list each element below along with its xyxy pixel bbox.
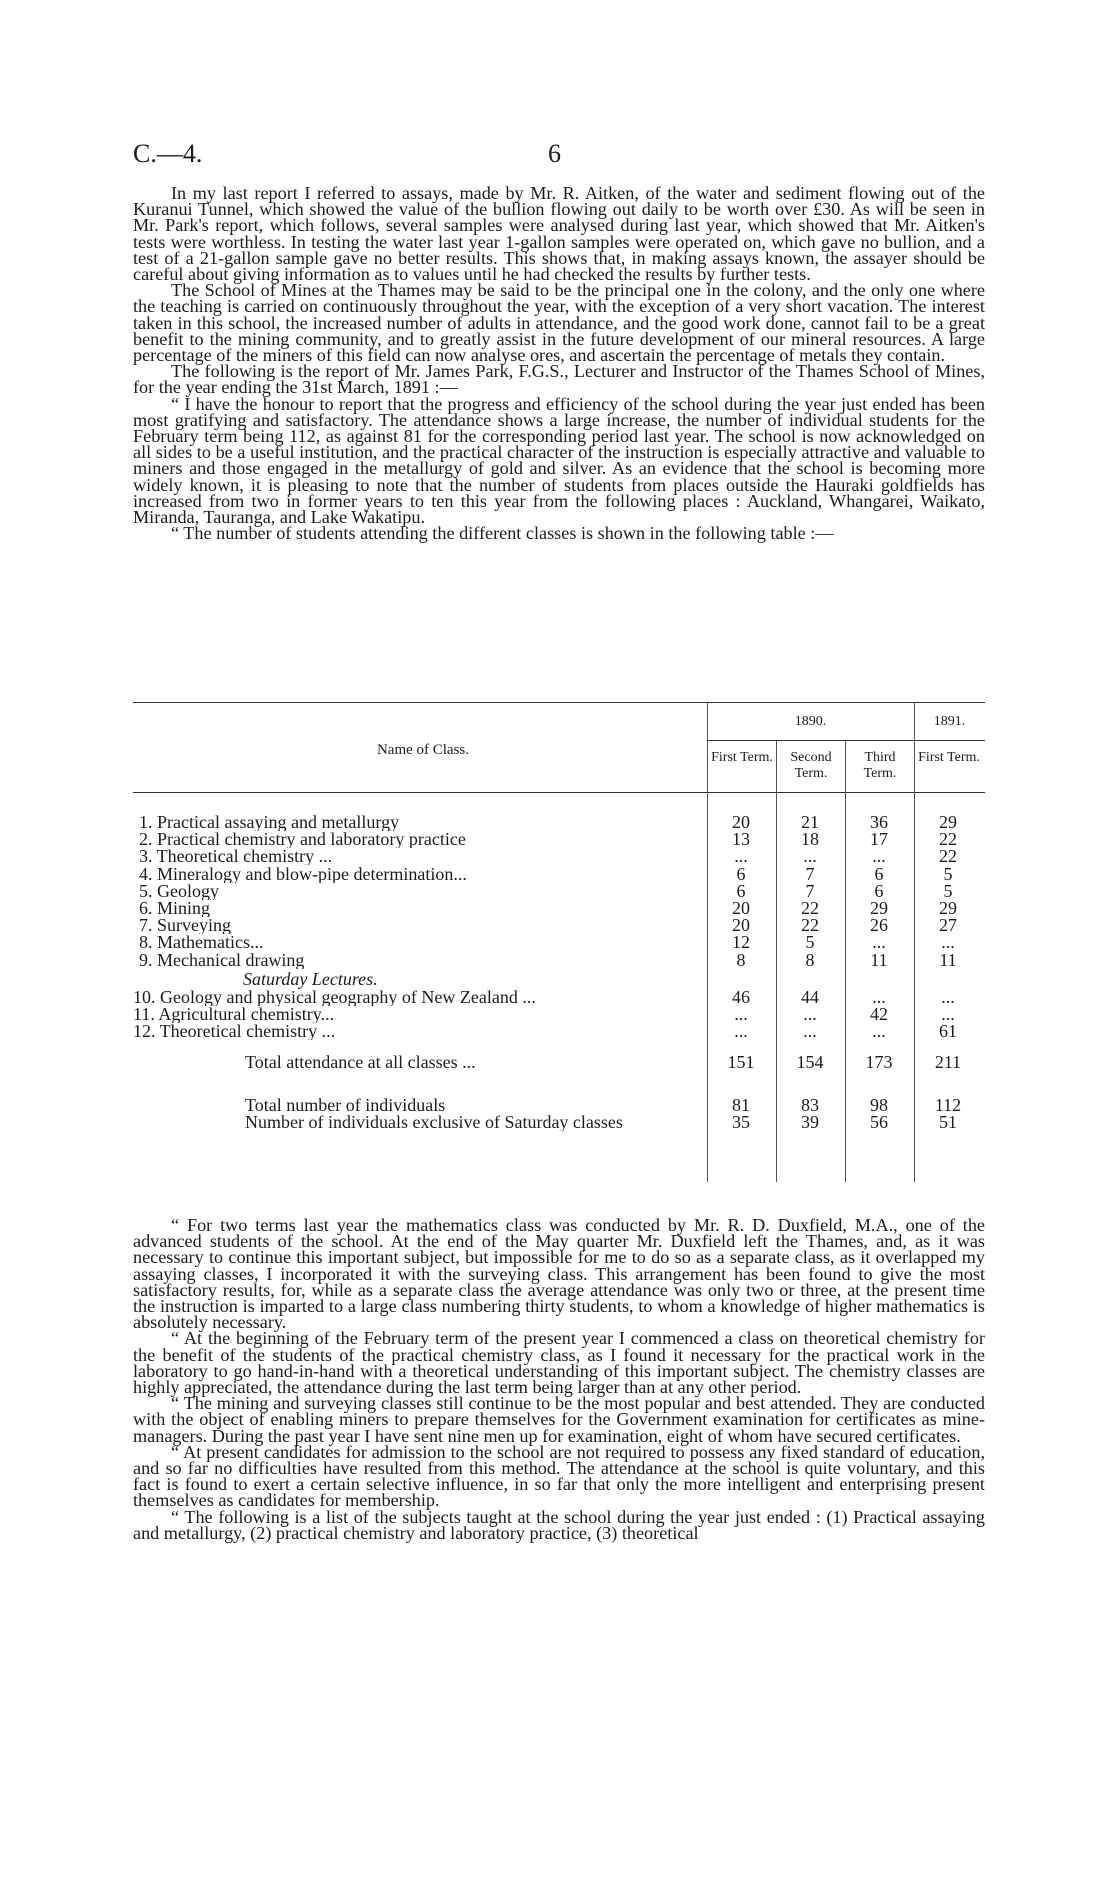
attendance-value-cell: 6 (736, 880, 746, 901)
attendance-value-cell: ... (941, 1004, 955, 1025)
attendance-table (133, 702, 985, 1182)
class-name-cell: 6. Mining (139, 899, 211, 917)
class-name-cell: 12. Theoretical chemistry ... (133, 1022, 336, 1041)
intro-text (133, 183, 985, 544)
attendance-value-cell: 20 (732, 812, 750, 832)
paragraph: “ For two terms last year the mathematics class was conducted by Mr. R. D. Duxfield, M.A., one of the advanced students of the school. At the end of the May quarter Mr. Duxfield left the Thames, and, as it was necessary to continue this important subject, but impossible for me to do so as a separate class, as it overlapped my assaying classes, I incorporated it with the surveying class. This arrangement has been found to give the most satisfactory results, for, while as a separate class the average attendance was only two or three, at the present time the instruction is imparted to a large class numbering thirty students, to whom a knowledge of higher mathematics is absolutely necessary. (133, 1215, 985, 1333)
attendance-value-cell: 35 (732, 1111, 750, 1132)
attendance-value-cell: 20 (732, 915, 750, 936)
attendance-value-cell: 13 (732, 829, 750, 850)
paragraph: The School of Mines at the Thames may be said to be the principal one in the colony, and the only one where the teaching is carried on continuously throughout the year, with the exception of a very short vacation. The interest taken in this school, the increased number of adults in attendance, and the good work done, cannot fail to be a great benefit to the mining community, and to greatly assist in the future development of our mineral resources. A large percentage of the miners of this field can now analyse ores, and ascertain the percentage of metals they contain. (133, 280, 985, 366)
attendance-value-cell: 173 (865, 1051, 893, 1072)
attendance-value-cell: ... (941, 987, 955, 1007)
attendance-value-cell: 5 (943, 880, 953, 901)
attendance-value-cell: 7 (805, 863, 815, 884)
attendance-value-cell: 22 (801, 915, 819, 936)
term-header: First Term. (918, 750, 980, 765)
paragraph: “ At present candidates for admission to the school are not required to possess any fixed standard of education, and so far no difficulties have resulted from this method. The attendance at the school is quite voluntary, and this fact is found to exert a certain selective influence, in so far that only the more intelligent and enterprising present themselves as candidates for membership. (133, 1441, 985, 1511)
attendance-value-cell: 17 (870, 829, 888, 850)
attendance-value-cell: 56 (870, 1111, 888, 1132)
attendance-value-cell: 11 (870, 949, 888, 970)
paragraph: “ The following is a list of the subjects taught at the school during the year just ended : (1) Practical assaying and metallurgy, (2) practical chemistry and laboratory practice, (3) theoretical (133, 1506, 985, 1543)
attendance-value-cell: 211 (934, 1051, 962, 1072)
attendance-value-cell: ... (872, 1021, 886, 1042)
class-name-cell: 4. Mineralogy and blow-pipe determination... (139, 864, 467, 883)
attendance-value-cell: 20 (732, 898, 750, 918)
attendance-value-cell: 12 (732, 932, 750, 953)
class-name-cell: 5. Geology (139, 881, 219, 900)
attendance-value-cell: 154 (796, 1051, 824, 1072)
class-name-cell: 10. Geology and physical geography of New Zealand ... (133, 988, 536, 1006)
attendance-value-cell: 8 (805, 949, 815, 970)
table-header-rule (133, 792, 985, 793)
attendance-value-cell: ... (803, 1004, 817, 1025)
attendance-value-cell: 46 (732, 987, 750, 1007)
attendance-value-cell: 44 (801, 987, 819, 1007)
attendance-value-cell: 26 (870, 915, 888, 936)
attendance-value-cell: ... (734, 846, 748, 867)
attendance-value-cell: 112 (934, 1094, 962, 1115)
attendance-value-cell: 83 (801, 1094, 819, 1115)
year-1891-header: 1891. (933, 714, 966, 729)
term-header: Third Term. (863, 750, 897, 781)
attendance-value-cell: ... (872, 987, 886, 1007)
saturday-lectures-heading: Saturday Lectures. (243, 968, 378, 989)
page-number: 6 (548, 139, 561, 168)
attendance-value-cell: 7 (805, 880, 815, 901)
attendance-value-cell: 27 (939, 915, 957, 936)
attendance-value-cell: 29 (939, 898, 957, 918)
attendance-value-cell: ... (872, 846, 886, 867)
class-name-cell: 8. Mathematics... (139, 933, 264, 952)
attendance-value-cell: 11 (939, 949, 957, 970)
class-name-cell: 9. Mechanical drawing (139, 950, 305, 969)
class-name-cell: 2. Practical chemistry and laboratory practice (139, 830, 466, 849)
attendance-value-cell: 51 (939, 1111, 957, 1132)
attendance-value-cell: 42 (870, 1004, 888, 1025)
attendance-value-cell: ... (872, 932, 886, 953)
class-name-cell: Total number of individuals (245, 1095, 446, 1114)
paragraph: “ I have the honour to report that the progress and efficiency of the school during the year just ended has been most gratifying and satisfactory. The attendance shows a large increase, the number of individual students for the February term being 112, as against 81 for the corresponding period last year. The school is now acknowledged on all sides to be a useful institution, and the practical character of the instruction is especially attractive and valuable to miners and those engaged in the metallurgy of gold and silver. As an evidence that the school is becoming more widely known, it is pleasing to note that the number of students from places outside the Hauraki goldfields has increased from two in former years to ten this year from the following places : Auckland, Whangarei, Waikato, Miranda, Tauranga, and Lake Wakatipu. (133, 393, 985, 528)
attendance-value-cell: 18 (801, 829, 819, 850)
closing-text (133, 1217, 985, 1541)
attendance-value-cell: 61 (939, 1021, 957, 1042)
year-1890-header: 1890. (794, 714, 827, 729)
attendance-value-cell: ... (941, 932, 955, 953)
attendance-value-cell: 29 (870, 898, 888, 918)
attendance-value-cell: 29 (939, 812, 957, 832)
attendance-value-cell: 21 (801, 812, 819, 832)
attendance-value-cell: 22 (801, 898, 819, 918)
class-name-cell: 7. Surveying (139, 916, 231, 935)
attendance-value-cell: ... (803, 846, 817, 867)
attendance-value-cell: ... (803, 1021, 817, 1042)
paragraph: In my last report I referred to assays, made by Mr. R. Aitken, of the water and sediment flowing out of the Kuranui Tunnel, which showed the value of the bullion flowing out daily to be worth over £30. As will be seen in Mr. Park's report, which follows, several samples were analysed during last year, which showed that Mr. Aitken's tests were worthless. In testing the water last year 1-gallon samples were operated on, which gave no bullion, and a test of a 21-gallon sample gave no better results. This shows that, in making assays known, the assayer should be careful about giving information as to values until he had checked the results by further tests. (133, 183, 985, 285)
name-of-class-header: Name of Class. (376, 742, 470, 758)
attendance-value-cell: 6 (874, 880, 884, 901)
attendance-value-cell: 5 (805, 932, 815, 953)
class-name-cell: Number of individuals exclusive of Saturday classes (245, 1112, 623, 1131)
attendance-value-cell: 81 (732, 1094, 750, 1115)
attendance-value-cell: 151 (727, 1051, 755, 1072)
attendance-value-cell: 22 (939, 829, 957, 850)
year-rule (914, 740, 985, 741)
attendance-value-cell: 98 (870, 1094, 888, 1115)
term-header: First Term. (711, 750, 773, 765)
attendance-value-cell: ... (734, 1004, 748, 1025)
attendance-value-cell: ... (734, 1021, 748, 1042)
class-name-cell: 3. Theoretical chemistry ... (139, 847, 333, 866)
attendance-value-cell: 39 (801, 1111, 819, 1132)
table-top-rule (133, 702, 985, 703)
paragraph: “ The mining and surveying classes still continue to be the most popular and best attended. They are conducted with the object of enabling miners to prepare themselves for the Government examination for certificates as mine-managers. During the past year I have sent nine men up for examination, eight of whom have secured certificates. (133, 1393, 985, 1446)
attendance-value-cell: 6 (736, 863, 746, 884)
paragraph: “ The number of students attending the different classes is shown in the following table :— (171, 523, 834, 544)
attendance-value-cell: 36 (870, 812, 888, 832)
class-name-cell: 11. Agricultural chemistry... (133, 1005, 335, 1024)
paragraph: “ At the beginning of the February term of the present year I commenced a class on theoretical chemistry for the benefit of the students of the practical chemistry class, as I found it necessary for the practical work in the laboratory to go hand-in-hand with a theoretical understanding of this important subject. The chemistry classes are highly appreciated, the attendance during the last term being larger than at any other period. (133, 1328, 985, 1398)
class-name-cell: 1. Practical assaying and metallurgy (139, 813, 400, 831)
term-header: Second Term. (790, 750, 832, 781)
paragraph: The following is the report of Mr. James Park, F.G.S., Lecturer and Instructor of the Thames School of Mines, for the year ending the 31st March, 1891 :— (133, 361, 985, 398)
attendance-value-cell: 5 (943, 863, 953, 884)
attendance-value-cell: 8 (736, 949, 746, 970)
attendance-value-cell: 6 (874, 863, 884, 884)
document-reference: C.—4. (133, 139, 203, 168)
year-rule (707, 740, 914, 741)
class-name-cell: Total attendance at all classes ... (245, 1052, 476, 1071)
attendance-value-cell: 22 (939, 846, 957, 867)
